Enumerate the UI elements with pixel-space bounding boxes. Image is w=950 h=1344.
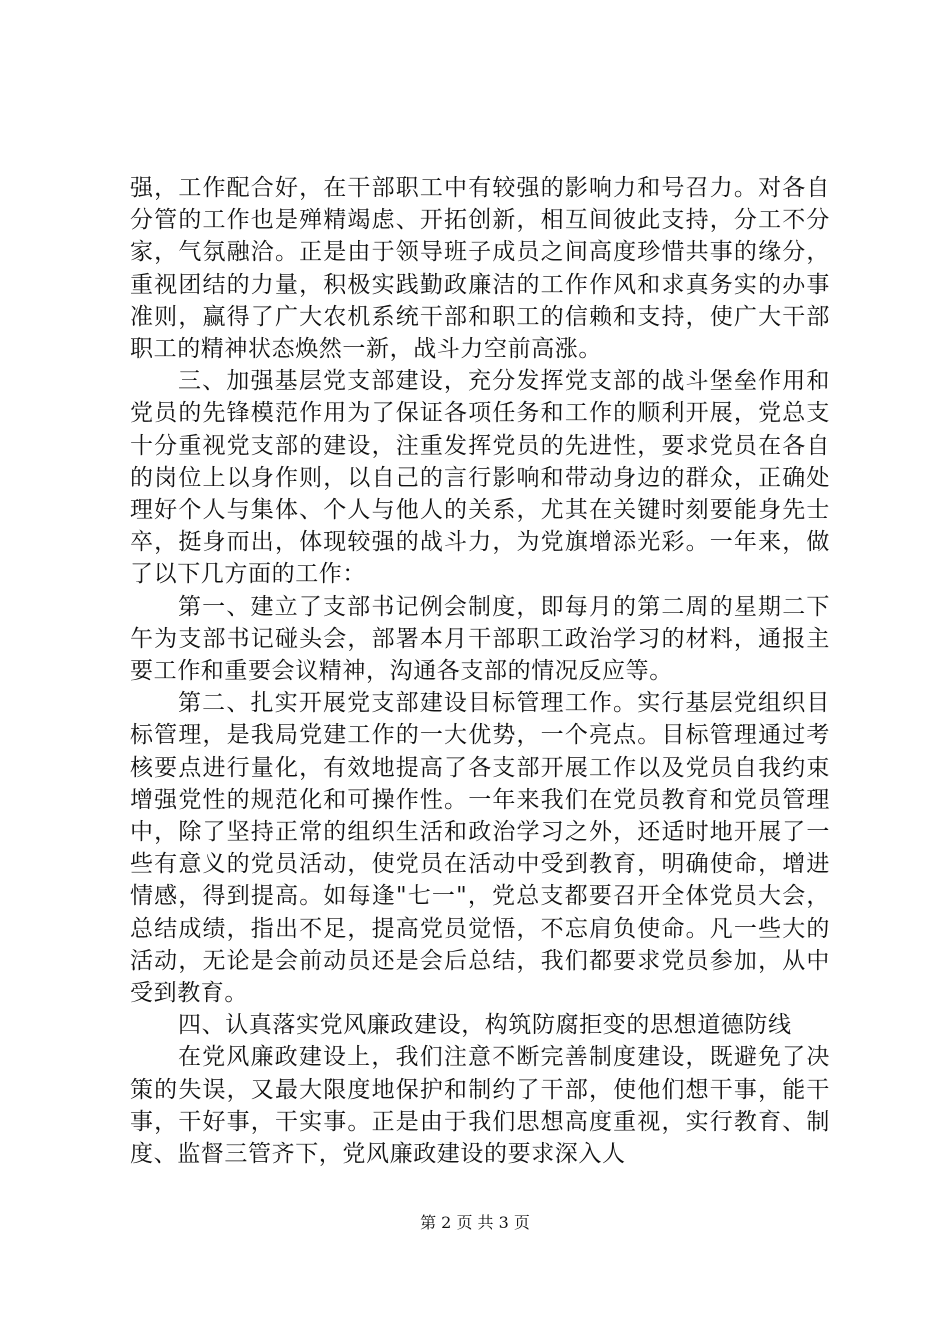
paragraph: 三、加强基层党支部建设，充分发挥党支部的战斗堡垒作用和党员的先锋模范作用为了保证各项任务和工作的顺利开展，党总支十分重视党支部的建设，注重发挥党员的先进性，要求党员在各自的岗位上以身作则，以自己的言行影响和带动身边的群众，正确处理好个人与集体、个人与他人的关系，尤其在关键时刻要能身先士卒，挺身而出，体现较强的战斗力，为党旗增添光彩。一年来，做了以下几方面的工作： [130,368,830,588]
paragraph: 强，工作配合好，在干部职工中有较强的影响力和号召力。对各自分管的工作也是殚精竭虑、开拓创新，相互间彼此支持，分工不分家，气氛融洽。正是由于领导班子成员之间高度珍惜共事的缘分，重视团结的力量，积极实践勤政廉洁的工作作风和求真务实的办事准则，赢得了广大农机系统干部和职工的信赖和支持，使广大干部职工的精神状态焕然一新，战斗力空前高涨。 [130,175,830,363]
paragraph: 第二、扎实开展党支部建设目标管理工作。实行基层党组织目标管理，是我局党建工作的一大优势，一个亮点。目标管理通过考核要点进行量化，有效地提高了各支部开展工作以及党员自我约束增强党性的规范化和可操作性。一年来我们在党员教育和党员管理中，除了坚持正常的组织生活和政治学习之外，还适时地开展了一些有意义的党员活动，使党员在活动中受到教育，明确使命，增进情感，得到提高。如每逢"七一"，党总支都要召开全体党员大会，总结成绩，指出不足，提高党员觉悟，不忘肩负使命。凡一些大的活动，无论是会前动员还是会后总结，我们都要求党员参加，从中受到教育。 [130,690,830,1007]
paragraph: 在党风廉政建设上，我们注意不断完善制度建设，既避免了决策的失误，又最大限度地保护和制约了干部，使他们想干事，能干事，干好事，干实事。正是由于我们思想高度重视，实行教育、制度、监督三管齐下，党风廉政建设的要求深入人 [130,1044,830,1168]
page-number: 第 2 页 共 3 页 [420,1213,530,1232]
section-heading: 四、认真落实党风廉政建设，构筑防腐拒变的思想道德防线 [178,1012,792,1039]
document-body [130,172,830,1170]
page-footer [0,1210,950,1233]
paragraph: 第一、建立了支部书记例会制度，即每月的第二周的星期二下午为支部书记碰头会，部署本月干部职工政治学习的材料，通报主要工作和重要会议精神，沟通各支部的情况反应等。 [130,593,830,685]
